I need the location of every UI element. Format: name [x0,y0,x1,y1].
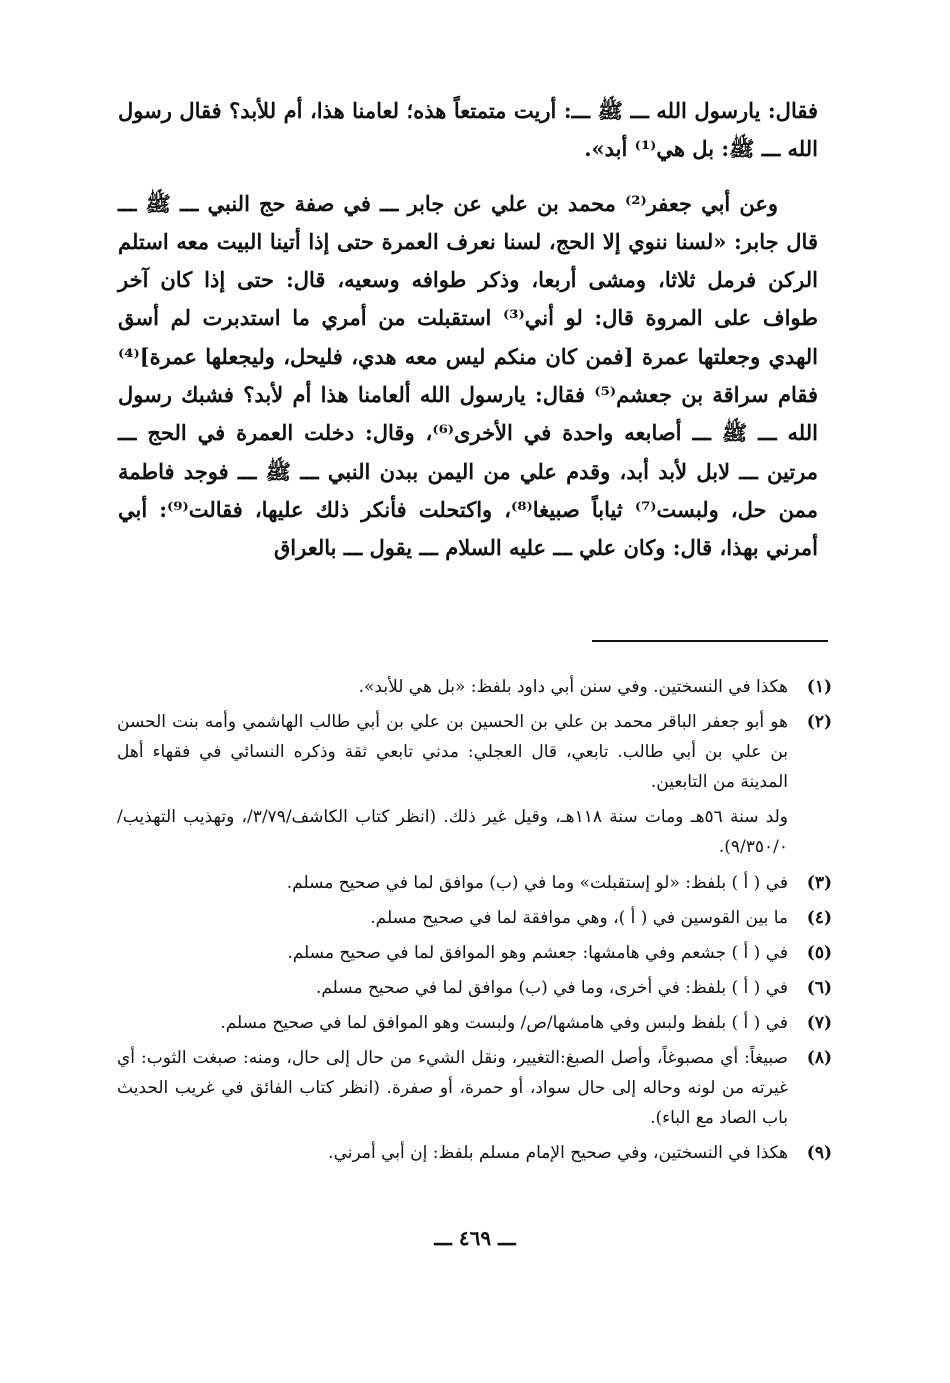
footnote-text: في ( أ ) بلفظ ولبس وفي هامشها/ص/ ولبست وهو الموافق لما في صحيح مسلم. [220,1013,788,1033]
page-number: ـــ ٤٦٩ ـــ [434,1226,516,1250]
footnote-number: (٥) [806,943,832,963]
footnote-text: هو أبو جعفر الباقر محمد بن علي بن الحسين بن علي بن أبي طالب الهاشمي وأمه بنت الحسن بن علي بن أبي طالب. تابعي، قال العجلي: مدني تابعي ثقة وذكره النسائي في فقهاء أهل المدينة من التابعين. [117,712,788,792]
footnote-text: في ( أ ) بلفظ: في أخرى، وما في (ب) موافق لما في صحيح مسلم. [315,978,788,998]
footnote-5 [117,938,832,968]
footnote-number: (١) [806,677,832,697]
footnote-text: صبيغاً: أي مصبوغاً، وأصل الصبغ:التغيير، ونقل الشيء من حال إلى حال، ومنه: صبغت الثوب: أي غيرته من لونه وحاله إلى حال سواد، أو حمرة، أو صفرة. (انظر كتاب الفائق في غريب الحديث باب الصاد مع الباء). [117,1048,788,1128]
footnote-number: (٦) [806,978,832,998]
footnote-4 [117,903,832,933]
main-text [118,92,818,568]
footnote-number: (٩) [806,1143,832,1163]
footnote-text: في ( أ ) بلفظ: «لو إستقبلت» وما في (ب) موافق لما في صحيح مسلم. [286,873,788,893]
paragraph-2: وعن أبي جعفر⁽²⁾ محمد بن علي عن جابر ـــ في صفة حج النبي ـــ ﷺ ـــ قال جابر: «لسنا ننوي إلا الحج، لسنا نعرف العمرة حتى إذا أتينا البيت معه استلم الركن فرمل ثلاثا، ومشى أربعا، وذكر طوافه وسعيه، قال: حتى إذا كان آخر طواف على المروة قال: لو أني⁽³⁾ استقبلت من أمري ما استدبرت لم أسق الهدي وجعلتها عمرة [فمن كان منكم ليس معه هدي، فليحل، وليجعلها عمرة]⁽⁴⁾ فقام سراقة بن جعشم⁽⁵⁾ فقال: يارسول الله ألعامنا هذا أم لأبد؟ فشبك رسول الله ـــ ﷺ ـــ أصابعه واحدة في الأخرى⁽⁶⁾، وقال: دخلت العمرة في الحج ـــ مرتين ـــ لابل لأبد أبد، وقدم علي من اليمن ببدن النبي ـــ ﷺ ـــ فوجد فاطمة ممن حل، ولبست⁽⁷⁾ ثياباً صبيغا⁽⁸⁾، واكتحلت فأنكر ذلك عليها، فقالت⁽⁹⁾: أبي أمرني بهذا، قال: وكان علي ـــ عليه السلام ـــ يقول ـــ بالعراق [118,190,819,561]
footnote-text: ما بين القوسين في ( أ )، وهي موافقة لما في صحيح مسلم. [370,908,788,928]
footnote-number: (٤) [806,908,832,928]
footnote-text: هكذا في النسختين. وفي سنن أبي داود بلفظ: «بل هي للأبد». [358,677,788,697]
footnote-number: (٨) [806,1048,832,1068]
footnote-8 [117,1043,832,1133]
footnote-1 [117,672,832,702]
footnote-number: (٣) [806,873,832,893]
footnote-number: (٢) [806,712,832,732]
paragraph-1: فقال: يارسول الله ـــ ﷺ ـــ: أريت متمتعاً هذه؛ لعامنا هذا، أم للأبد؟ فقال رسول الله ـــ ﷺ: بل هي⁽¹⁾ أبد». [118,98,818,162]
footnote-text: في ( أ ) جشعم وفي هامشها: جعشم وهو الموافق لما في صحيح مسلم. [287,943,788,963]
footnote-text: هكذا في النسختين، وفي صحيح الإمام مسلم بلفظ: إن أبي أمرني. [328,1143,788,1163]
footnote-divider [592,640,828,642]
footnote-7 [117,1008,832,1038]
footnote-9 [117,1138,832,1168]
footnote-3 [117,868,832,898]
footnote-2 [117,707,832,797]
footnotes [117,672,832,1173]
footnote-6 [117,973,832,1003]
footnote-number: (٧) [806,1013,832,1033]
footnote-2-continuation: ولد سنة ٥٦هـ ومات سنة ١١٨هـ، وقيل غير ذلك. (انظر كتاب الكاشف/٣/٧٩/، وتهذيب التهذيب/٩/٣٥٠/٠). [117,807,789,857]
